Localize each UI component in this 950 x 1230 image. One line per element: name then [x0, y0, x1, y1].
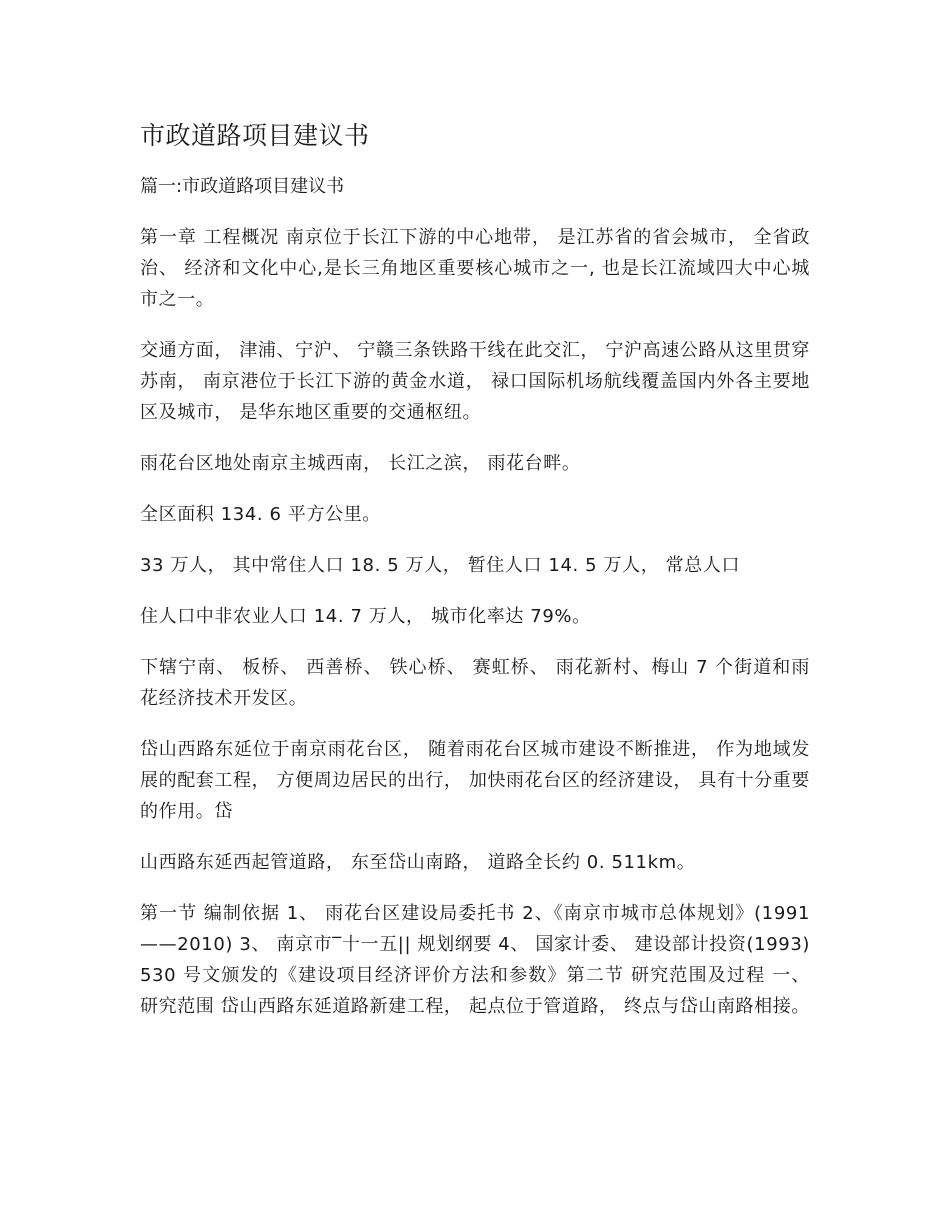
paragraph-overview: 第一章 工程概况 南京位于长江下游的中心地带， 是江苏省的省会城市， 全省政治、 经济和文化中心,是长三角地区重要核心城市之一, 也是长江流域四大中心城市之一。 [140, 227, 810, 310]
paragraph-district-location: 雨花台区地处南京主城西南， 长江之滨， 雨花台畔。 [140, 453, 581, 474]
paragraph-subdistricts: 下辖宁南、 板桥、 西善桥、 铁心桥、 赛虹桥、 雨花新村、梅山 7 个街道和雨花经济技术开发区。 [140, 657, 810, 709]
document-title: 市政道路项目建议书 [140, 121, 370, 150]
document-body [140, 222, 810, 1022]
paragraph-urbanization: 住人口中非农业人口 14. 7 万人， 城市化率达 79%。 [140, 606, 591, 627]
paragraph-road-purpose: 岱山西路东延位于南京雨花台区， 随着雨花台区城市建设不断推进， 作为地域发展的配套工程， 方便周边居民的出行， 加快雨花台区的经济建设， 具有十分重要的作用。岱 [140, 739, 810, 822]
paragraph-transport: 交通方面， 津浦、宁沪、 宁赣三条铁路干线在此交汇， 宁沪高速公路从这里贯穿苏南， 南京港位于长江下游的黄金水道， 禄口国际机场航线覆盖国内外各主要地区及城市， 是华东地区重要的交通枢纽。 [140, 340, 810, 423]
paragraph-basis-and-scope: 第一节 编制依据 1、 雨花台区建设局委托书 2、《南京市城市总体规划》(1991——2010) 3、 南京市‾十一五|| 规划纲要 4、 国家计委、 建设部计投资(1993) 530 号文颁发的《建设项目经济评价方法和参数》第二节 研究范围及过程 一、 研究范围 岱山西路东延道路新建工程， 起点位于管道路， 终点与岱山南路相接。 [140, 903, 810, 1017]
paragraph-road-length: 山西路东延西起管道路， 东至岱山南路， 道路全长约 0. 511km。 [140, 852, 696, 873]
paragraph-population: 33 万人， 其中常住人口 18. 5 万人， 暂住人口 14. 5 万人， 常总人口 [140, 555, 741, 576]
document-subtitle: 篇一:市政道路项目建议书 [140, 176, 345, 197]
paragraph-area: 全区面积 134. 6 平方公里。 [140, 504, 381, 525]
